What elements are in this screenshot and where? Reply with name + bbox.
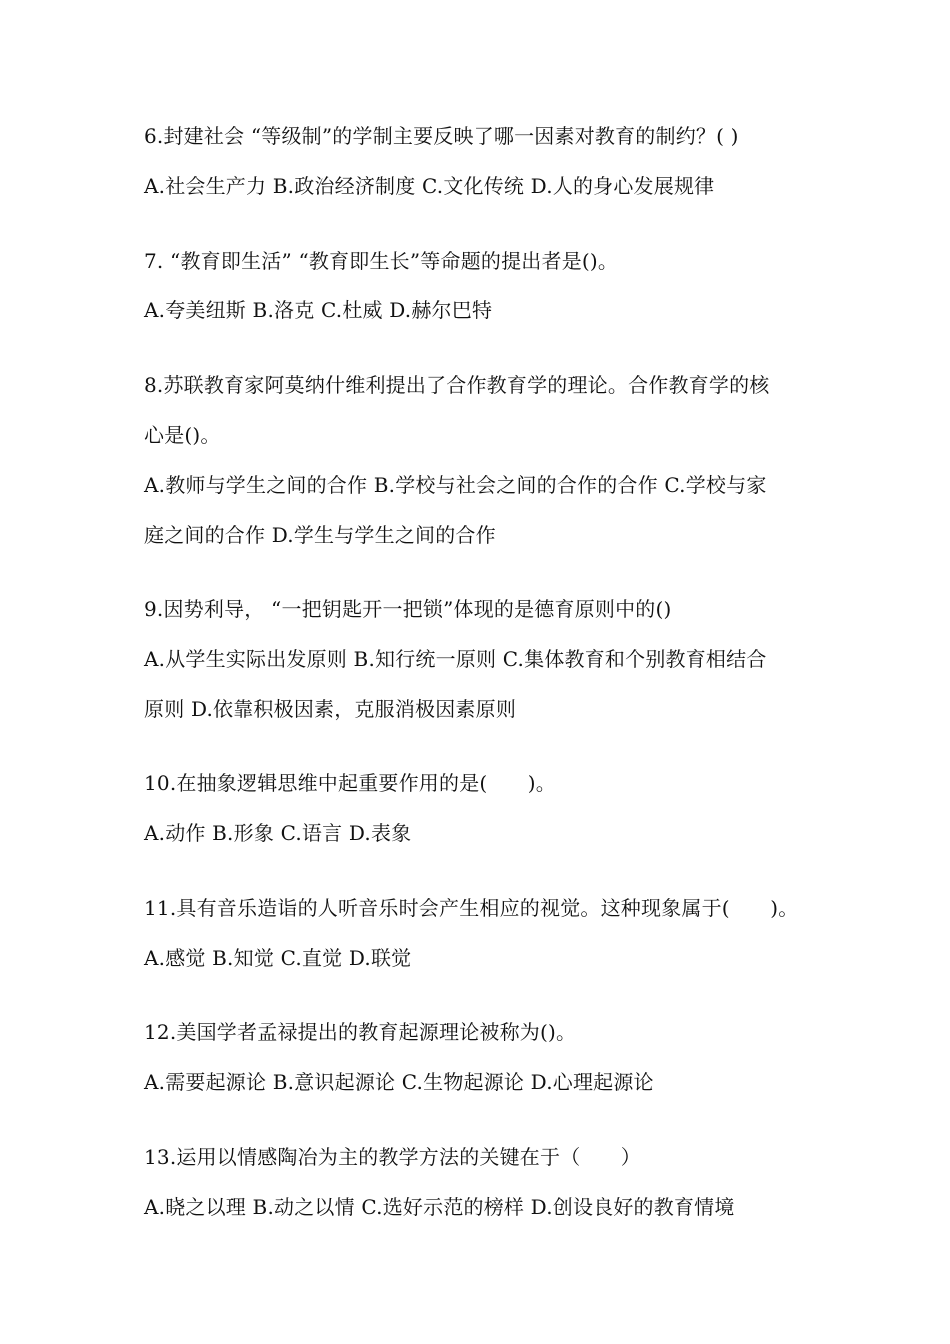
question-8-stem-line-2: 心是()。 (144, 423, 221, 447)
question-8-options-line-1: A.教师与学生之间的合作 B.学校与社会之间的合作的合作 C.学校与家 (144, 473, 767, 497)
question-10-stem: 10.在抽象逻辑思维中起重要作用的是( )。 (144, 771, 557, 795)
question-6-stem: 6.封建社会 “等级制”的学制主要反映了哪一因素对教育的制约？( ) (144, 124, 739, 148)
question-10-options: A.动作 B.形象 C.语言 D.表象 (144, 821, 412, 845)
question-11-options: A.感觉 B.知觉 C.直觉 D.联觉 (144, 946, 412, 970)
question-12-stem: 12.美国学者孟禄提出的教育起源理论被称为()。 (144, 1020, 577, 1044)
question-8-stem-line-1: 8.苏联教育家阿莫纳什维利提出了合作教育学的理论。合作教育学的核 (144, 373, 770, 397)
question-12-options: A.需要起源论 B.意识起源论 C.生物起源论 D.心理起源论 (144, 1070, 654, 1094)
question-8-options-line-2: 庭之间的合作 D.学生与学生之间的合作 (144, 523, 496, 547)
question-7-stem: 7. “教育即生活” “教育即生长”等命题的提出者是()。 (144, 249, 619, 273)
question-7-options: A.夸美纽斯 B.洛克 C.杜威 D.赫尔巴特 (144, 298, 493, 322)
question-13-stem: 13.运用以情感陶冶为主的教学方法的关键在于（ ） (144, 1145, 642, 1169)
question-6-options: A.社会生产力 B.政治经济制度 C.文化传统 D.人的身心发展规律 (144, 174, 715, 198)
question-9-options-line-1: A.从学生实际出发原则 B.知行统一原则 C.集体教育和个别教育相结合 (144, 647, 767, 671)
question-9-options-line-2: 原则 D.依靠积极因素，克服消极因素原则 (144, 697, 517, 721)
question-11-stem: 11.具有音乐造诣的人听音乐时会产生相应的视觉。这种现象属于( )。 (144, 896, 799, 920)
question-13-options: A.晓之以理 B.动之以情 C.选好示范的榜样 D.创设良好的教育情境 (144, 1195, 735, 1219)
question-9-stem: 9.因势利导， “一把钥匙开一把锁”体现的是德育原则中的() (144, 597, 672, 621)
